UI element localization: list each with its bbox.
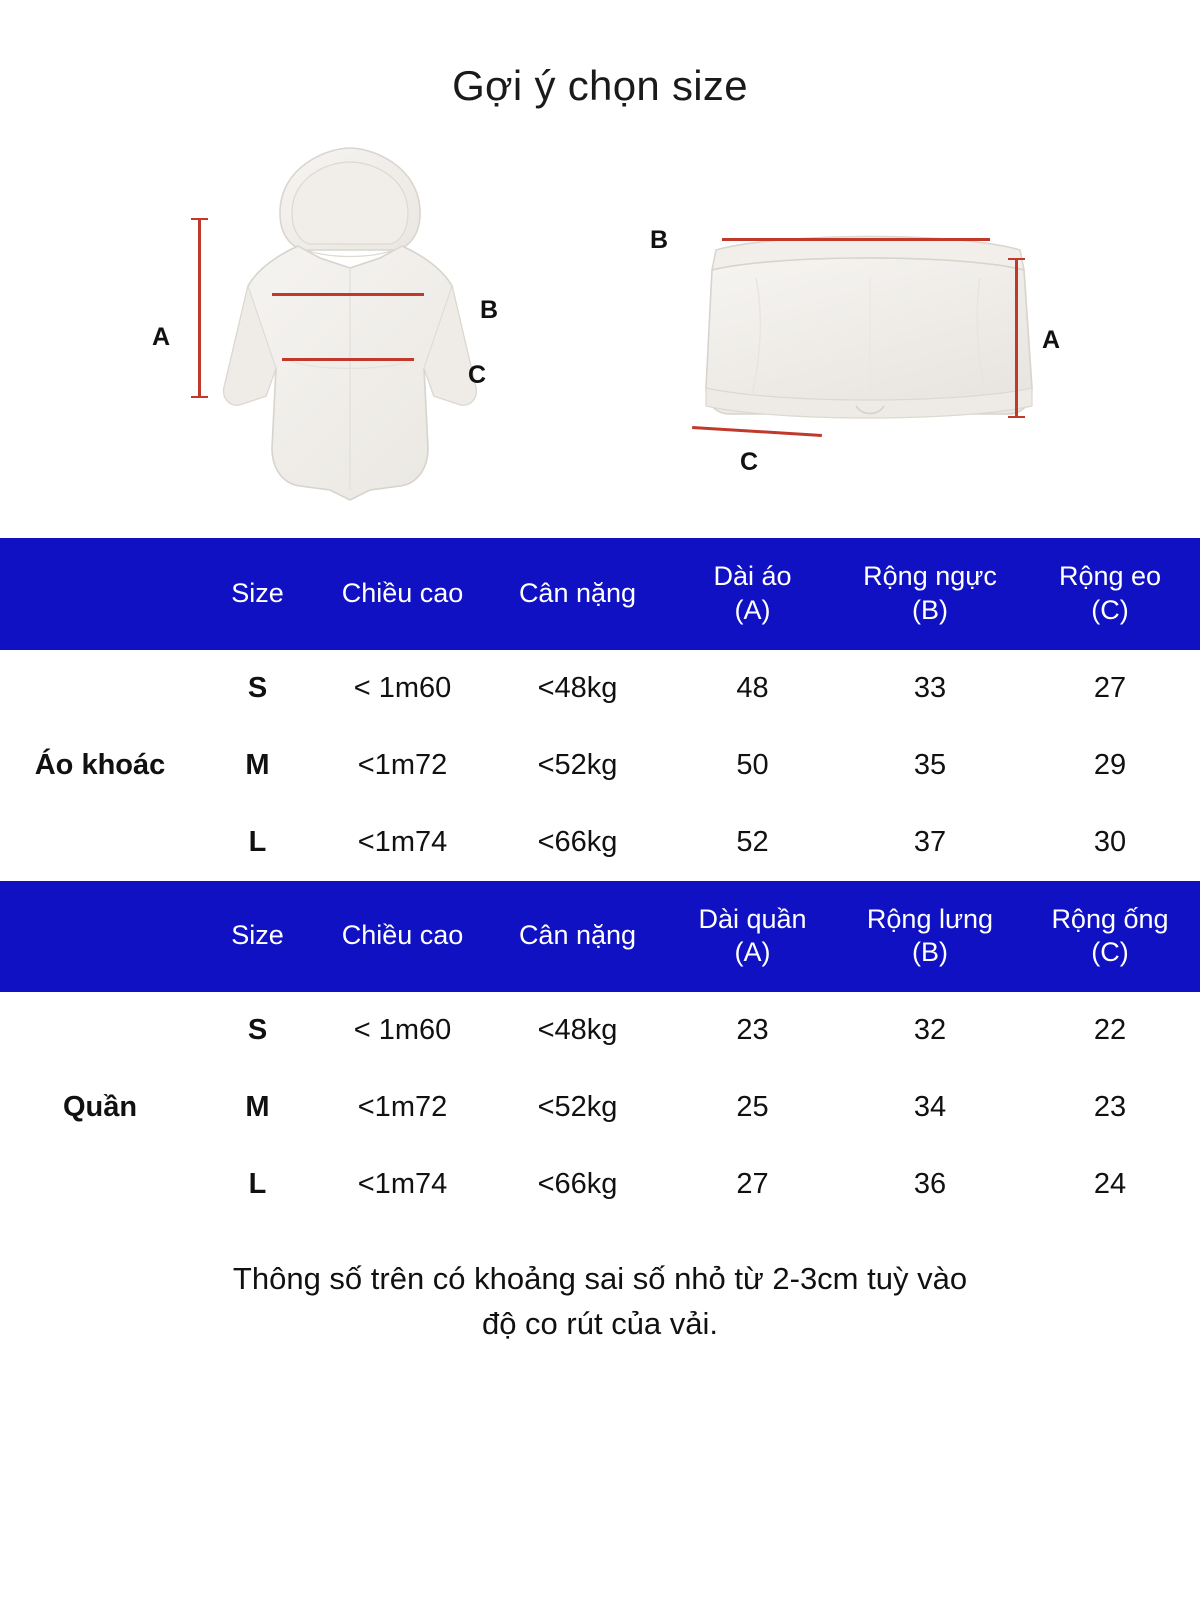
jacket-header-row	[0, 538, 1200, 650]
jacket-header-height	[315, 538, 490, 650]
jacket-measure-line-a	[198, 218, 201, 398]
pants-header-length-sub: (A)	[734, 937, 771, 968]
jacket-row-m-b: 35	[840, 727, 1020, 804]
pants-header-length-text: Dài quần	[698, 903, 807, 934]
pants-header-length	[665, 881, 840, 993]
pants-measure-line-a	[1015, 258, 1018, 418]
pants-header-size-text: Size	[231, 920, 284, 951]
pants-row-l-a: 27	[665, 1146, 840, 1223]
pants-row-l-b: 36	[840, 1146, 1020, 1223]
jacket-row-s-a: 48	[665, 650, 840, 727]
jacket-category-cell: Áo khoác	[0, 650, 200, 881]
jacket-header-chest	[840, 538, 1020, 650]
pants-row-s-height: < 1m60	[315, 992, 490, 1069]
jacket-illustration	[152, 118, 520, 538]
jacket-header-weight	[490, 538, 665, 650]
jacket-measure-cap-a-top	[191, 218, 208, 220]
pants-row-m-a: 25	[665, 1069, 840, 1146]
pants-row-l-size: L	[200, 1146, 315, 1223]
jacket-row-l-weight: <66kg	[490, 804, 665, 881]
pants-header-category	[0, 881, 200, 993]
disclaimer-line-1: Thông số trên có khoảng sai số nhỏ từ 2-3cm tuỳ vào	[232, 1261, 968, 1296]
jacket-label-a: A	[152, 323, 171, 351]
pants-header-leg	[1020, 881, 1200, 993]
pants-category-cell: Quần	[0, 992, 200, 1223]
disclaimer-note	[0, 1223, 1200, 1347]
jacket-table-head	[0, 538, 1200, 650]
table-row	[0, 992, 1200, 1069]
pants-illustration	[650, 208, 1080, 498]
jacket-row-m-size: M	[200, 727, 315, 804]
jacket-measure-line-b	[272, 293, 424, 296]
pants-label-b: B	[650, 226, 669, 254]
pants-row-s-c: 22	[1020, 992, 1200, 1069]
table-row	[0, 650, 1200, 727]
jacket-header-waist-text: Rộng eo	[1058, 561, 1162, 591]
jacket-header-waist	[1020, 538, 1200, 650]
jacket-table-block	[0, 538, 1200, 881]
pants-row-m-b: 34	[840, 1069, 1020, 1146]
jacket-row-s-b: 33	[840, 650, 1020, 727]
jacket-header-size	[200, 538, 315, 650]
jacket-row-s-height: < 1m60	[315, 650, 490, 727]
illustration-area	[0, 118, 1200, 538]
pants-table-head	[0, 881, 1200, 993]
pants-row-m-weight: <52kg	[490, 1069, 665, 1146]
jacket-row-l-a: 52	[665, 804, 840, 881]
pants-row-s-b: 32	[840, 992, 1020, 1069]
pants-row-m-c: 23	[1020, 1069, 1200, 1146]
pants-row-s-size: S	[200, 992, 315, 1069]
pants-size-table	[0, 881, 1200, 1224]
jacket-row-l-size: L	[200, 804, 315, 881]
pants-header-waistband-text: Rộng lưng	[866, 903, 994, 934]
jacket-header-chest-text: Rộng ngực	[863, 561, 997, 591]
pants-row-l-c: 24	[1020, 1146, 1200, 1223]
pants-header-weight	[490, 881, 665, 993]
pants-table-body	[0, 992, 1200, 1223]
jacket-row-l-c: 30	[1020, 804, 1200, 881]
jacket-header-height-text: Chiều cao	[341, 577, 464, 608]
pants-header-leg-text: Rộng ống	[1051, 903, 1169, 934]
pants-header-waistband-sub: (B)	[912, 937, 948, 968]
jacket-header-waist-sub: (C)	[1091, 594, 1129, 625]
pants-measure-line-b	[722, 238, 990, 241]
pants-measure-cap-a-bottom	[1008, 416, 1025, 418]
jacket-header-category	[0, 538, 200, 650]
disclaimer-line-2: độ co rút của vải.	[481, 1305, 719, 1341]
jacket-row-m-height: <1m72	[315, 727, 490, 804]
pants-row-m-size: M	[200, 1069, 315, 1146]
jacket-row-l-height: <1m74	[315, 804, 490, 881]
jacket-svg	[180, 118, 520, 538]
pants-label-c: C	[740, 448, 759, 476]
jacket-row-s-weight: <48kg	[490, 650, 665, 727]
jacket-header-length-sub: (A)	[734, 594, 771, 625]
jacket-row-s-size: S	[200, 650, 315, 727]
jacket-table-body	[0, 650, 1200, 881]
jacket-header-length	[665, 538, 840, 650]
pants-header-waistband	[840, 881, 1020, 993]
pants-row-m-height: <1m72	[315, 1069, 490, 1146]
pants-header-weight-text: Cân nặng	[518, 920, 637, 951]
page-title: Gợi ý chọn size	[452, 62, 748, 109]
jacket-measure-cap-a-bottom	[191, 396, 208, 398]
pants-header-size	[200, 881, 315, 993]
jacket-header-length-text: Dài áo	[713, 561, 792, 591]
jacket-row-s-c: 27	[1020, 650, 1200, 727]
jacket-row-m-a: 50	[665, 727, 840, 804]
jacket-row-l-b: 37	[840, 804, 1020, 881]
pants-row-s-weight: <48kg	[490, 992, 665, 1069]
jacket-header-weight-text: Cân nặng	[518, 577, 637, 608]
pants-label-a: A	[1042, 326, 1061, 354]
pants-row-l-weight: <66kg	[490, 1146, 665, 1223]
pants-header-height-text: Chiều cao	[341, 920, 464, 951]
pants-header-row	[0, 881, 1200, 993]
pants-header-leg-sub: (C)	[1091, 937, 1129, 968]
pants-table-block	[0, 881, 1200, 1224]
jacket-label-b: B	[480, 296, 499, 324]
jacket-size-table	[0, 538, 1200, 881]
pants-row-s-a: 23	[665, 992, 840, 1069]
pants-header-height	[315, 881, 490, 993]
jacket-header-chest-sub: (B)	[912, 594, 948, 625]
pants-measure-cap-a-top	[1008, 258, 1025, 260]
jacket-row-m-c: 29	[1020, 727, 1200, 804]
jacket-header-size-text: Size	[231, 577, 284, 608]
jacket-label-c: C	[468, 361, 487, 389]
jacket-measure-line-c	[282, 358, 414, 361]
pants-row-l-height: <1m74	[315, 1146, 490, 1223]
jacket-row-m-weight: <52kg	[490, 727, 665, 804]
